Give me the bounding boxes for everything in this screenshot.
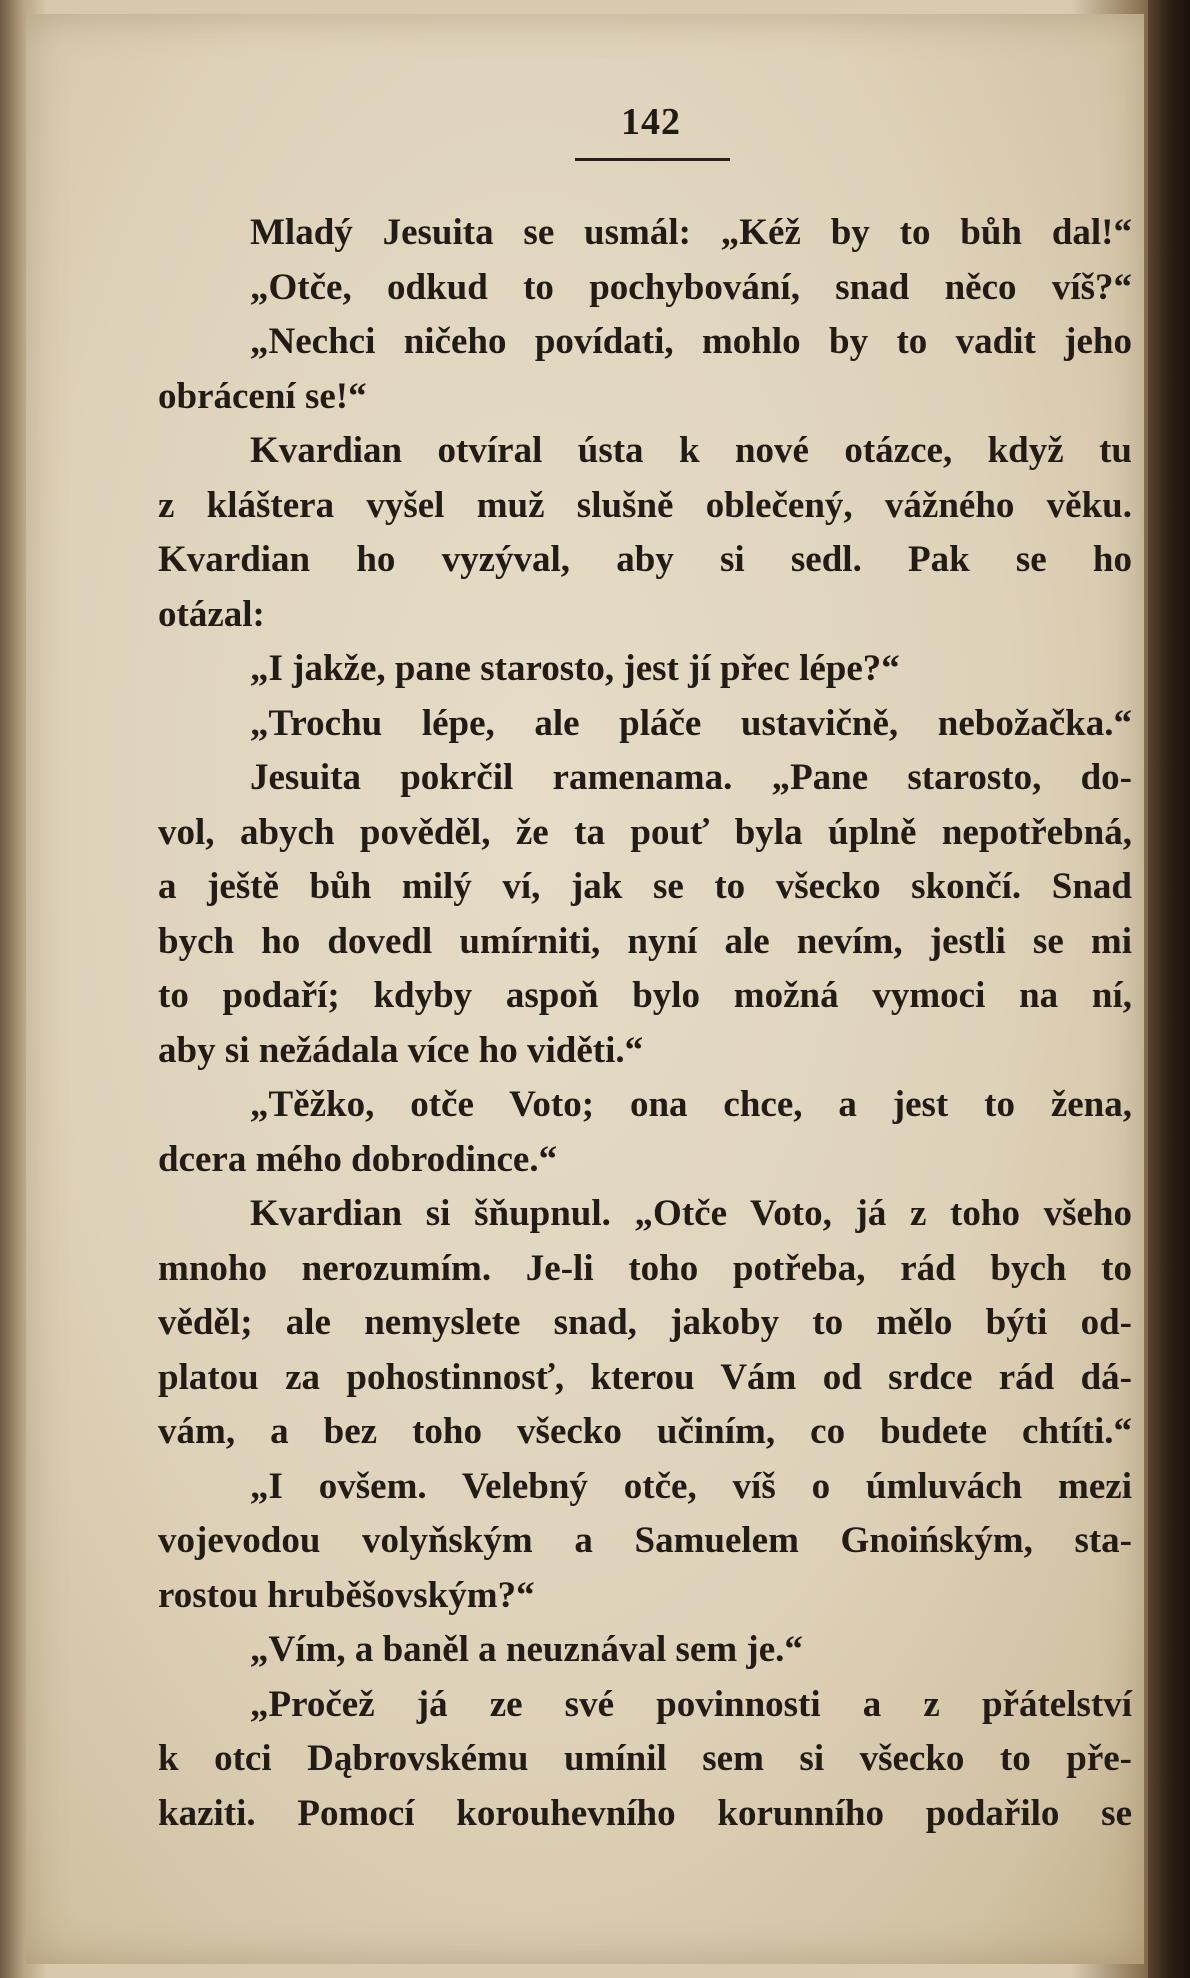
text-line: z kláštera vyšel muž slušně oblečený, vážného věku.	[158, 484, 1132, 526]
text-line: platou za pohostinnosť, kterou Vám od srdce rád dá-	[158, 1356, 1132, 1398]
text-line: Mladý Jesuita se usmál: „Kéž by to bůh dal!“	[250, 212, 1132, 253]
text-line: obrácení se!“	[158, 375, 367, 417]
text-line: vám, a bez toho všecko učiním, co budete chtíti.“	[158, 1411, 1132, 1452]
text-line: „Trochu lépe, ale pláče ustavičně, nebožačka.“	[250, 702, 1132, 744]
text-line: Kvardian ho vyzýval, aby si sedl. Pak se ho	[158, 539, 1132, 580]
text-line: Kvardian si šňupnul. „Otče Voto, já z toho všeho	[250, 1193, 1132, 1234]
text-line: „Těžko, otče Voto; ona chce, a jest to žena,	[250, 1084, 1132, 1125]
page-number: 142	[621, 101, 681, 143]
text-line: aby si nežádala více ho viděti.“	[158, 1029, 644, 1071]
text-line: a ještě bůh milý ví, jak se to všecko skončí. Snad	[158, 866, 1132, 907]
text-line: „I ovšem. Velebný otče, víš o úmluvách mezi	[250, 1465, 1132, 1507]
text-line: dcera mého dobrodince.“	[158, 1138, 558, 1180]
text-line: otázal:	[158, 593, 265, 635]
text-line: k otci Dąbrovskému umínil sem si všecko to pře-	[158, 1738, 1132, 1779]
text-line: kaziti. Pomocí korouhevního korunního podařilo se	[158, 1792, 1132, 1834]
text-line: rostou hruběšovským?“	[158, 1574, 535, 1616]
text-line: „I jakže, pane starosto, jest jí přec lépe?“	[250, 648, 900, 689]
header-rule	[575, 158, 730, 161]
text-line: věděl; ale nemyslete snad, jakoby to mělo býti od-	[158, 1302, 1132, 1343]
text-line: „Nechci ničeho povídati, mohlo by to vadit jeho	[250, 321, 1132, 362]
text-line: Jesuita pokrčil ramenama. „Pane starosto, do-	[250, 757, 1132, 798]
text-line: vojevodou volyňským a Samuelem Gnoińským, sta-	[158, 1520, 1132, 1561]
text-line: „Vím, a baněl a neuznával sem je.“	[250, 1629, 803, 1670]
body-text	[158, 206, 1132, 1841]
text-line: Kvardian otvíral ústa k nové otázce, když tu	[250, 430, 1132, 471]
text-line: to podaří; kdyby aspoň bylo možná vymoci na ní,	[158, 975, 1132, 1016]
text-line: vol, abych pověděl, že ta pouť byla úplně nepotřebná,	[158, 811, 1132, 853]
text-line: „Otče, odkud to pochybování, snad něco víš?“	[250, 266, 1132, 308]
book-spine-shadow	[1148, 0, 1190, 1978]
text-line: bych ho dovedl umírniti, nyní ale nevím, jestli se mi	[158, 920, 1132, 962]
text-line: „Pročež já ze své povinnosti a z přátelství	[250, 1683, 1132, 1725]
text-line: mnoho nerozumím. Je-li toho potřeba, rád bych to	[158, 1247, 1132, 1289]
